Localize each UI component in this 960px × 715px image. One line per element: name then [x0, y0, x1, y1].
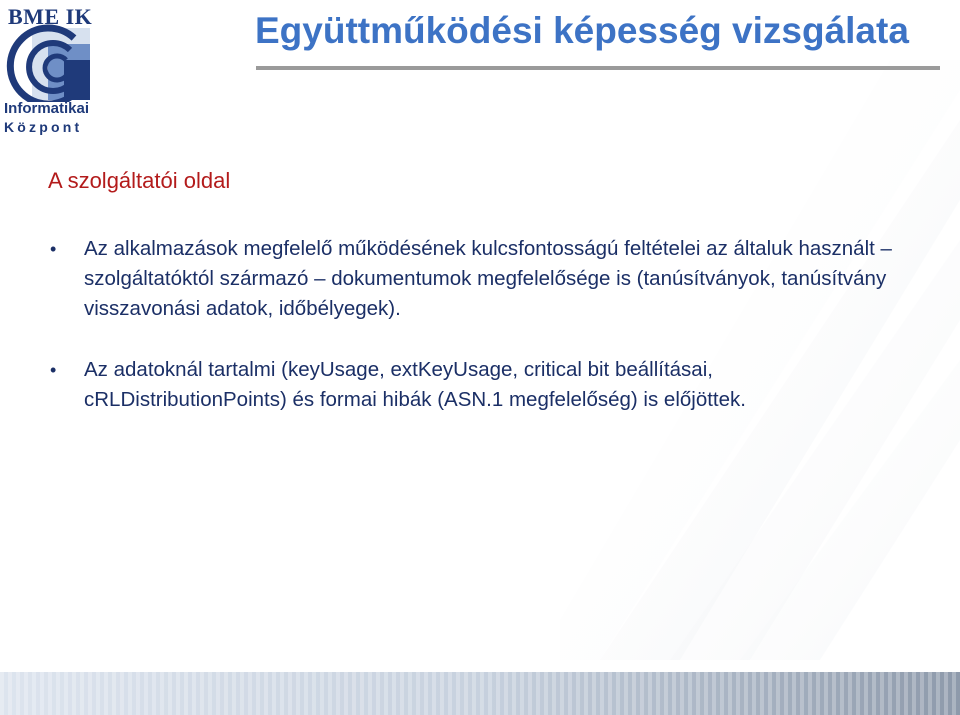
- bullet-dot-icon: •: [50, 360, 57, 380]
- bullet-item: [48, 234, 908, 324]
- footer-band: [0, 672, 960, 715]
- bullet-item: [48, 355, 908, 415]
- logo-top-text: BME IK: [8, 4, 93, 29]
- title-underline: [256, 66, 940, 70]
- logo-line2: Központ: [4, 119, 83, 135]
- bullet-text: Az adatoknál tartalmi (keyUsage, extKeyUsage, critical bit beállításai, cRLDistributionPoints) és formai hibák (ASN.1 megfelelőség) is előjöttek.: [84, 358, 746, 411]
- logo-line1: Informatikai: [4, 100, 90, 117]
- slide-subtitle: A szolgáltatói oldal: [48, 168, 231, 193]
- bullet-dot-icon: •: [50, 239, 57, 259]
- bullet-list: [48, 234, 908, 446]
- slide-title: Együttműködési képesség vizsgálata: [255, 10, 909, 51]
- bullet-text: Az alkalmazások megfelelő működésének kulcsfontosságú feltételei az általuk használt – szolgáltatóktól származó – dokumentumok megfelelősége is (tanúsítványok, tanúsítvány visszavonási adatok, időbélyegek).: [84, 237, 892, 320]
